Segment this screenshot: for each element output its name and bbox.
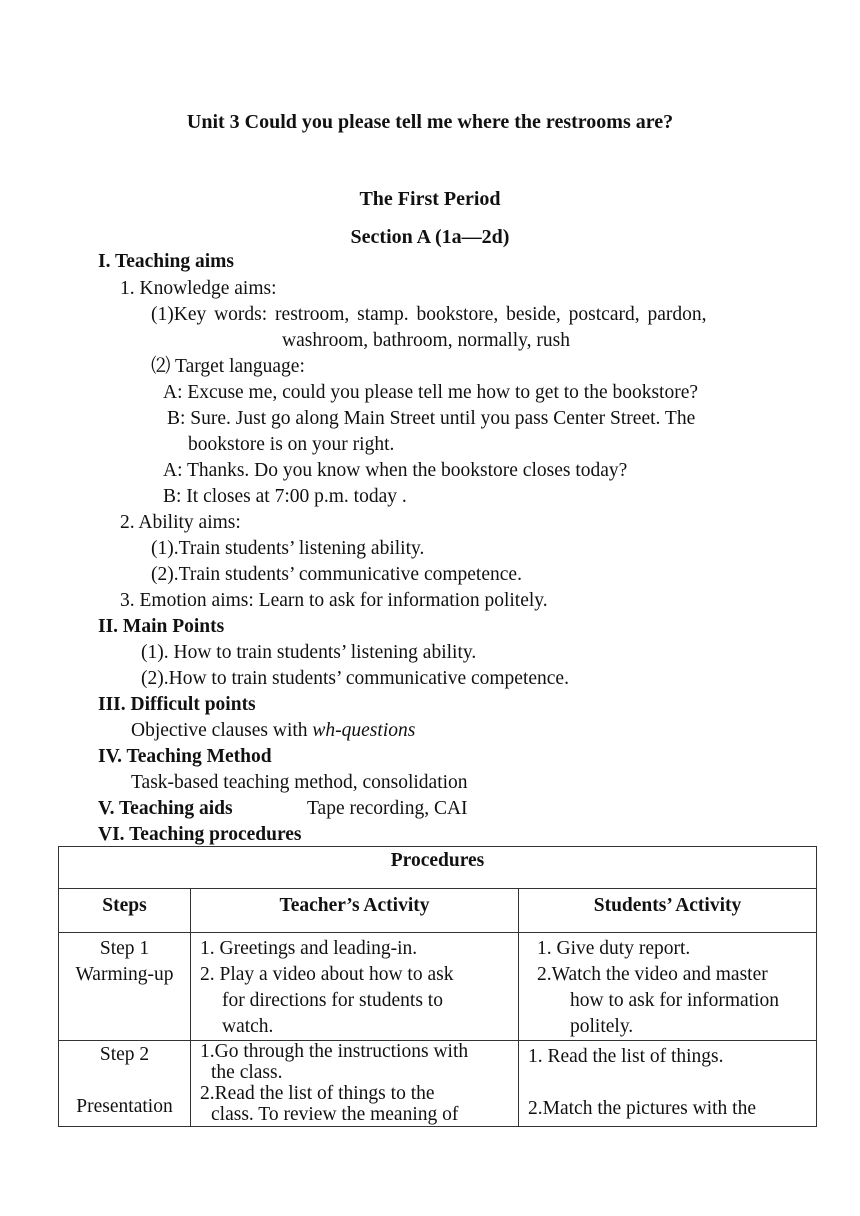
- students-activity-item: 1. Read the list of things.: [528, 1046, 724, 1067]
- step-number: Step 1: [99, 938, 150, 959]
- students-activity-item: 2.Match the pictures with the: [528, 1098, 756, 1119]
- step-cell: [59, 933, 191, 1041]
- procedures-heading: VI. Teaching procedures: [98, 824, 302, 845]
- knowledge-aims: 1. Knowledge aims:: [120, 278, 277, 299]
- teacher-activity-item: the class.: [211, 1062, 283, 1083]
- difficult-points-plain: Objective clauses with: [131, 720, 313, 741]
- main-points-heading: II. Main Points: [98, 616, 225, 637]
- teacher-activity-item: for directions for students to: [222, 990, 443, 1011]
- students-activity-item: how to ask for information: [570, 990, 780, 1011]
- procedures-table: [58, 846, 817, 1127]
- students-activity-item: 1. Give duty report.: [537, 938, 691, 959]
- document-title: Unit 3 Could you please tell me where the restrooms are?: [186, 111, 674, 133]
- dialogue-line-2: B: Sure. Just go along Main Street until you pass Center Street. The: [167, 408, 696, 429]
- students-activity-cell: [519, 1041, 817, 1127]
- header-students-activity: Students’ Activity: [519, 889, 817, 933]
- difficult-points-text: [131, 721, 415, 741]
- dialogue-line-3: bookstore is on your right.: [188, 434, 395, 455]
- table-caption: Procedures: [59, 847, 817, 889]
- teacher-activity-item: class. To review the meaning of: [211, 1104, 459, 1125]
- period-heading: The First Period: [359, 188, 501, 210]
- teaching-aids-heading: V. Teaching aids: [98, 798, 233, 819]
- aims-heading: I. Teaching aims: [98, 251, 234, 272]
- main-point-1: (1). How to train students’ listening ability.: [141, 642, 477, 663]
- table-row: [59, 1041, 817, 1127]
- main-point-2: (2).How to train students’ communicative competence.: [141, 668, 569, 689]
- difficult-points-heading: III. Difficult points: [98, 694, 256, 715]
- emotion-aims: 3. Emotion aims: Learn to ask for information politely.: [120, 590, 548, 611]
- teacher-activity-cell: [191, 933, 519, 1041]
- step-name: Presentation: [76, 1096, 173, 1117]
- table-header-row: [59, 889, 817, 933]
- step-number: Step 2: [99, 1044, 150, 1065]
- teaching-method-text: Task-based teaching method, consolidation: [131, 772, 468, 793]
- teacher-activity-item: watch.: [222, 1016, 274, 1037]
- teacher-activity-item: 1. Greetings and leading-in.: [200, 938, 418, 959]
- teacher-activity-item: 2.Read the list of things to the: [200, 1083, 435, 1104]
- teaching-method-heading: IV. Teaching Method: [98, 746, 272, 767]
- section-heading: Section A (1a—2d): [350, 226, 510, 248]
- ability-aims: 2. Ability aims:: [120, 512, 241, 533]
- table-caption-row: [59, 847, 817, 889]
- table-row: [59, 933, 817, 1041]
- teaching-aids-text: Tape recording, CAI: [307, 798, 468, 819]
- target-language: ⑵ Target language:: [151, 356, 305, 377]
- key-words-line-1: (1)Key words: restroom, stamp. bookstore, beside, postcard, pardon,: [151, 304, 707, 325]
- step-name: Warming-up: [75, 964, 174, 985]
- header-teacher-activity: Teacher’s Activity: [191, 889, 519, 933]
- key-words-line-2: washroom, bathroom, normally, rush: [282, 330, 570, 351]
- dialogue-line-1: A: Excuse me, could you please tell me how to get to the bookstore?: [163, 382, 699, 403]
- header-steps: Steps: [59, 889, 191, 933]
- dialogue-line-4: A: Thanks. Do you know when the bookstore closes today?: [163, 460, 628, 481]
- students-activity-item: politely.: [570, 1016, 634, 1037]
- students-activity-item: 2.Watch the video and master: [537, 964, 768, 985]
- ability-aim-1: (1).Train students’ listening ability.: [151, 538, 425, 559]
- teacher-activity-item: 1.Go through the instructions with: [200, 1041, 469, 1062]
- difficult-points-italic: wh-questions: [312, 720, 416, 741]
- dialogue-line-5: B: It closes at 7:00 p.m. today .: [163, 486, 407, 507]
- step-cell: [59, 1041, 191, 1127]
- students-activity-cell: [519, 933, 817, 1041]
- teacher-activity-item: 2. Play a video about how to ask: [200, 964, 454, 985]
- ability-aim-2: (2).Train students’ communicative competence.: [151, 564, 522, 585]
- teacher-activity-cell: [191, 1041, 519, 1127]
